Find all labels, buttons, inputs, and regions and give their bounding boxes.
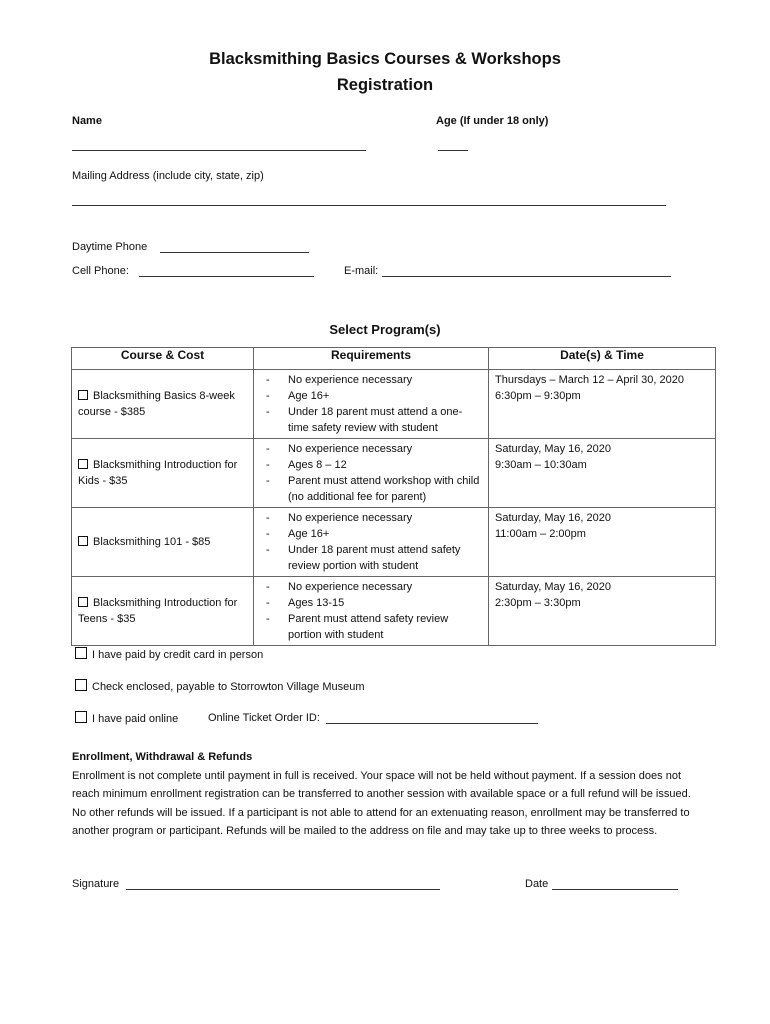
refunds-heading: Enrollment, Withdrawal & Refunds bbox=[72, 751, 253, 763]
requirement-item: - No experience necessary bbox=[264, 510, 482, 526]
requirement-item: - No experience necessary bbox=[264, 372, 482, 388]
name-field[interactable] bbox=[72, 150, 366, 151]
table-row bbox=[72, 370, 716, 439]
address-field[interactable] bbox=[72, 205, 666, 206]
payment-online-option[interactable] bbox=[75, 711, 178, 725]
requirement-item: - Under 18 parent must attend safety review portion with student bbox=[264, 542, 482, 574]
date-cell bbox=[489, 439, 716, 508]
course-name: Blacksmithing Basics 8-week course - $385 bbox=[78, 390, 235, 418]
ticket-order-field[interactable] bbox=[326, 723, 538, 724]
date-label: Date bbox=[525, 878, 549, 890]
table-row bbox=[72, 508, 716, 577]
course-name: Blacksmithing Introduction for Kids - $35 bbox=[78, 459, 238, 487]
course-cell[interactable] bbox=[72, 577, 254, 646]
course-cell[interactable] bbox=[72, 370, 254, 439]
requirement-item: - Parent must attend safety review portion with student bbox=[264, 611, 482, 643]
checkbox[interactable] bbox=[75, 647, 87, 659]
email-label: E-mail: bbox=[344, 265, 379, 277]
payment-credit-card-option[interactable] bbox=[75, 647, 263, 661]
requirement-item: - Ages 13-15 bbox=[264, 595, 482, 611]
form-title-line2: Registration bbox=[336, 76, 434, 94]
age-field[interactable] bbox=[438, 150, 468, 151]
course-name: Blacksmithing Introduction for Teens - $35 bbox=[78, 597, 238, 625]
requirements-cell bbox=[254, 508, 489, 577]
requirement-item: - Parent must attend workshop with child (no additional fee for parent) bbox=[264, 473, 482, 505]
daytime-phone-label: Daytime Phone bbox=[72, 241, 148, 253]
checkbox[interactable] bbox=[78, 459, 88, 469]
signature-field[interactable] bbox=[126, 889, 440, 890]
date-cell bbox=[489, 370, 716, 439]
checkbox[interactable] bbox=[75, 679, 87, 691]
programs-table bbox=[71, 347, 716, 646]
requirement-item: - Ages 8 – 12 bbox=[264, 457, 482, 473]
course-time: 6:30pm – 9:30pm bbox=[495, 390, 581, 402]
header-date-time: Date(s) & Time bbox=[489, 348, 716, 370]
payment-online-label: I have paid online bbox=[92, 713, 179, 725]
checkbox[interactable] bbox=[78, 597, 88, 607]
payment-check-option[interactable] bbox=[75, 679, 365, 693]
requirements-cell bbox=[254, 370, 489, 439]
date-cell bbox=[489, 508, 716, 577]
requirements-cell bbox=[254, 439, 489, 508]
checkbox[interactable] bbox=[75, 711, 87, 723]
requirement-item: - Age 16+ bbox=[264, 526, 482, 542]
course-time: 11:00am – 2:00pm bbox=[495, 528, 586, 540]
email-field[interactable] bbox=[382, 276, 671, 277]
course-time: 9:30am – 10:30am bbox=[495, 459, 587, 471]
header-requirements: Requirements bbox=[254, 348, 489, 370]
header-course: Course & Cost bbox=[72, 348, 254, 370]
course-date: Saturday, May 16, 2020 bbox=[495, 443, 611, 455]
course-cell[interactable] bbox=[72, 439, 254, 508]
requirement-item: - Age 16+ bbox=[264, 388, 482, 404]
course-date: Thursdays – March 12 – April 30, 2020 bbox=[495, 374, 684, 386]
date-field[interactable] bbox=[552, 889, 678, 890]
name-label: Name bbox=[72, 115, 102, 127]
form-title-line1: Blacksmithing Basics Courses & Workshops bbox=[209, 50, 561, 68]
course-cell[interactable] bbox=[72, 508, 254, 577]
requirement-item: - No experience necessary bbox=[264, 579, 482, 595]
cell-phone-label: Cell Phone: bbox=[72, 265, 129, 277]
payment-check-label: Check enclosed, payable to Storrowton Village Museum bbox=[92, 681, 365, 693]
age-label: Age (If under 18 only) bbox=[436, 115, 549, 127]
requirement-item: - Under 18 parent must attend a one-time safety review with student bbox=[264, 404, 482, 436]
date-cell bbox=[489, 577, 716, 646]
daytime-phone-field[interactable] bbox=[160, 252, 309, 253]
checkbox[interactable] bbox=[78, 536, 88, 546]
cell-phone-field[interactable] bbox=[139, 276, 314, 277]
refunds-text: Enrollment is not complete until payment in full is received. Your space will not be held without payment. If a session does not reach minimum enrollment registration can be transferred to another session with available space or a full refund will be issued. No other refunds will be issued. If a participant is not able to attend for an extenuating reason, enrollment may be transferred to another program or participant. Refunds will be mailed to the address on file and may take up to three weeks to process. bbox=[72, 770, 691, 837]
requirement-item: - No experience necessary bbox=[264, 441, 482, 457]
select-programs-heading: Select Program(s) bbox=[329, 322, 441, 337]
table-row bbox=[72, 439, 716, 508]
address-label: Mailing Address (include city, state, zip) bbox=[72, 170, 264, 182]
course-name: Blacksmithing 101 - $85 bbox=[93, 536, 211, 548]
table-header-row bbox=[72, 348, 716, 370]
course-date: Saturday, May 16, 2020 bbox=[495, 581, 611, 593]
ticket-order-label: Online Ticket Order ID: bbox=[208, 712, 320, 724]
signature-label: Signature bbox=[72, 878, 120, 890]
payment-credit-card-label: I have paid by credit card in person bbox=[92, 649, 264, 661]
table-row bbox=[72, 577, 716, 646]
course-date: Saturday, May 16, 2020 bbox=[495, 512, 611, 524]
course-time: 2:30pm – 3:30pm bbox=[495, 597, 581, 609]
requirements-cell bbox=[254, 577, 489, 646]
checkbox[interactable] bbox=[78, 390, 88, 400]
